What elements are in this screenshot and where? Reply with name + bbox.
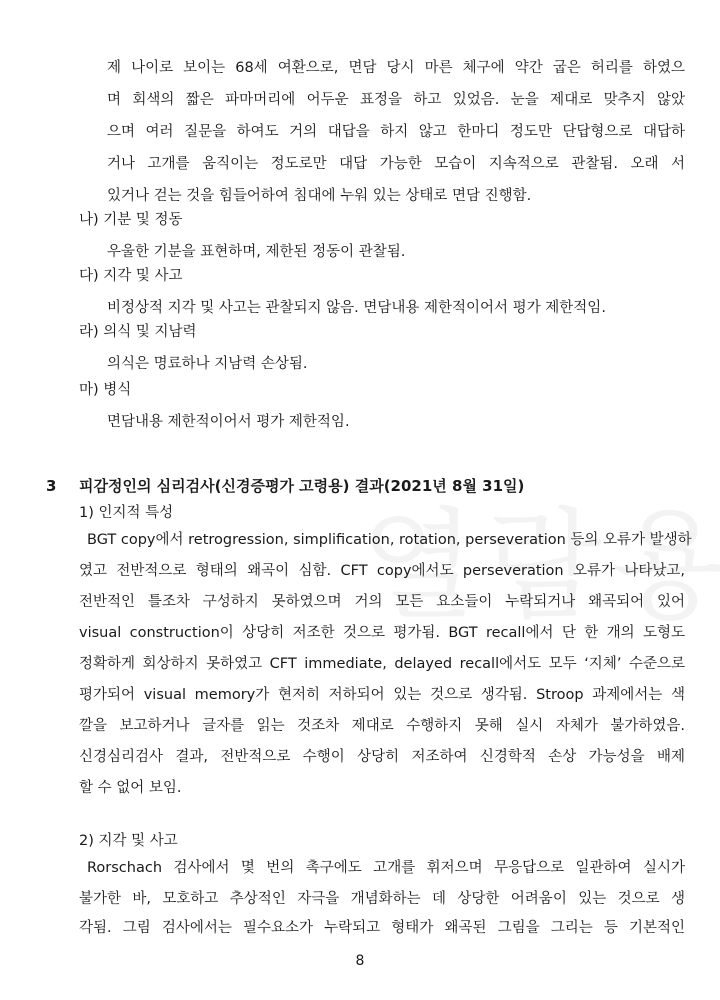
item-heading: 라) 의식 및 지남력 [79, 324, 197, 340]
text-line: 각됨. 그림 검사에서는 필수요소가 누락되고 형태가 왜곡된 그림을 그리는 등 기본적인 [79, 920, 685, 936]
text-line: 제 나이로 보이는 68세 여환으로, 면담 당시 마른 체구에 약간 굽은 허리를 하였으 [107, 60, 685, 76]
item-heading: 나) 기분 및 정동 [79, 212, 183, 228]
subsection-heading: 1) 인지적 특성 [79, 505, 174, 521]
text-line: 평가되어 visual memory가 현저히 저하되어 있는 것으로 생각됨. Stroop 과제에서는 색 [79, 687, 685, 703]
text-line: visual construction이 상당히 저조한 것으로 평가됨. BGT recall에서 단 한 개의 도형도 [79, 625, 685, 641]
item-text: 비정상적 지각 및 사고는 관찰되지 않음. 면담내용 제한적이어서 평가 제한적임. [107, 300, 606, 316]
item-heading: 마) 병식 [79, 382, 132, 398]
text-line: 며 회색의 짧은 파마머리에 어두운 표정을 하고 있었음. 눈을 제대로 맞추지 않았 [107, 92, 685, 108]
text-line: 신경심리검사 결과, 전반적으로 수행이 상당히 저조하여 신경학적 손상 가능성을 배제 [79, 749, 685, 765]
item-text: 의식은 명료하나 지남력 손상됨. [107, 356, 308, 372]
page-number: 8 [355, 953, 365, 969]
text-line: Rorschach 검사에서 몇 번의 촉구에도 고개를 휘저으며 무응답으로 일관하여 실시가 [87, 860, 685, 876]
text-line: 정확하게 회상하지 못하였고 CFT immediate, delayed recall에서도 모두 ‘지체’ 수준으로 [79, 656, 685, 672]
text-line: BGT copy에서 retrogression, simplification, rotation, perseveration 등의 오류가 발생하 [87, 532, 692, 548]
text-line: 할 수 없어 보임. [79, 780, 182, 796]
item-text: 우울한 기분을 표현하며, 제한된 정동이 관찰됨. [107, 244, 406, 260]
section-heading [46, 476, 524, 496]
text-line: 있거나 걷는 것을 힘들어하여 침대에 누워 있는 상태로 면담 진행함. [107, 188, 532, 204]
text-line: 전반적인 틀조차 구성하지 못하였으며 거의 모든 요소들이 누락되거나 왜곡되어 있어 [79, 594, 685, 610]
text-line: 불가한 바, 모호하고 추상적인 자극을 개념화하는 데 상당한 어려움이 있는 것으로 생 [79, 891, 685, 907]
section-number: 3 [46, 477, 57, 495]
item-text: 면담내용 제한적이어서 평가 제한적임. [107, 414, 350, 430]
item-heading: 다) 지각 및 사고 [79, 268, 183, 284]
text-line: 깔을 보고하거나 글자를 읽는 것조차 제대로 수행하지 못해 실시 자체가 불가하였음. [79, 718, 685, 734]
subsection-heading: 2) 지각 및 사고 [79, 833, 178, 849]
text-line: 거나 고개를 움직이는 정도로만 대답 가능한 모습이 지속적으로 관찰됨. 오래 서 [107, 156, 685, 172]
text-line: 였고 전반적으로 형태의 왜곡이 심함. CFT copy에서도 perseveration 오류가 나타났고, [79, 563, 685, 579]
text-line: 으며 여러 질문을 하여도 거의 대답을 하지 않고 한마디 정도만 단답형으로 대답하 [107, 124, 685, 140]
section-title: 피감정인의 심리검사(신경증평가 고령용) 결과(2021년 8월 31일) [79, 477, 525, 495]
